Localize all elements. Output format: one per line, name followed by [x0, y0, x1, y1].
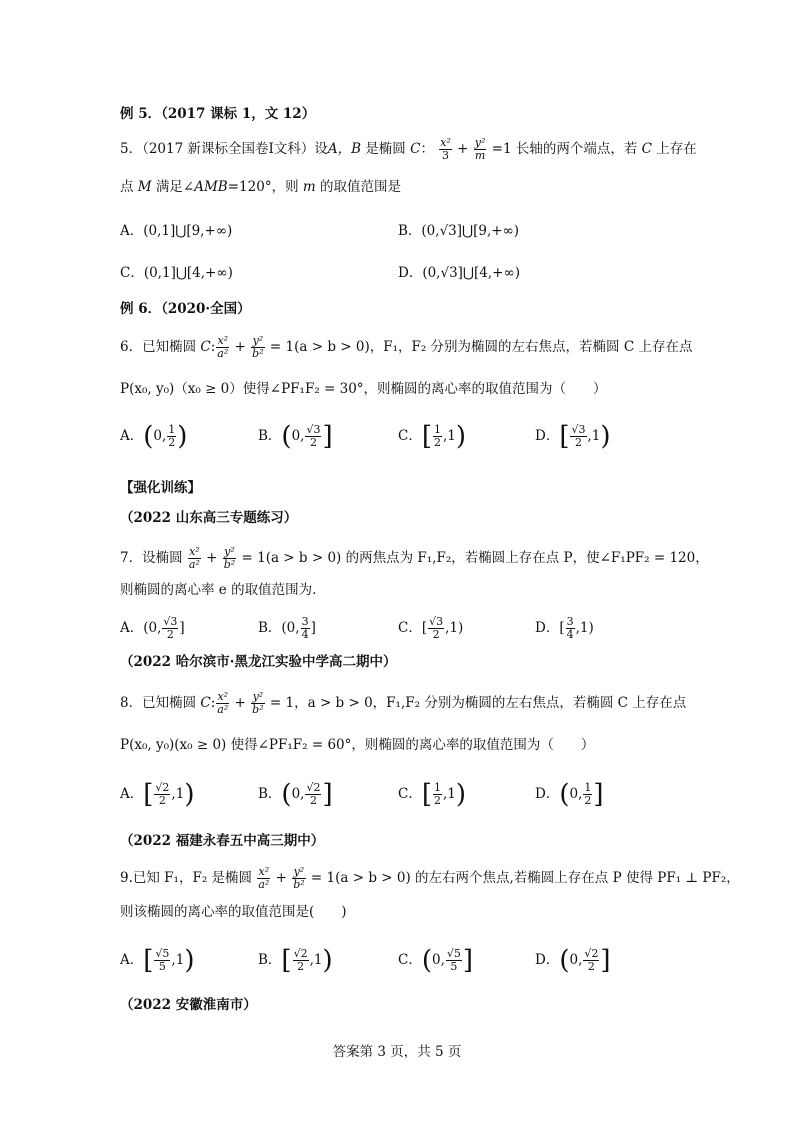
fraction: $\frac{\text{x²}}{\text{a²}}$: [217, 690, 229, 716]
question-5-line2: 点 M 满足∠AMB=120°，则 m 的取值范围是: [120, 179, 401, 195]
option-a[interactable]: A．(0, $\frac{1}{2}$ ): [120, 421, 188, 452]
option-a[interactable]: A．(0, $\frac{√3}{2}$ ]: [120, 615, 185, 641]
fraction: $\frac{\text{x²}}{\text{a²}}$: [258, 865, 270, 891]
training-heading: 【强化训练】: [120, 480, 201, 496]
example-5-title: 例 5．（2017 课标 1，文 12）: [120, 106, 316, 122]
question-7-line2: 则椭圆的离心率 e 的取值范围为.: [120, 582, 317, 598]
question-8-line1: 8．已知椭圆 C: $\frac{\text{x²}}{\text{a²}}$ + $\frac{\text{y²}}{\text{b²}}$ = 1，a > b > 0，F₁,F₂ 分别为椭圆的左右焦点，若椭圆 C 上存在点: [120, 690, 687, 716]
option-d[interactable]: D．(0, $\frac{1}{2}$ ]: [535, 779, 604, 810]
example-6-title: 例 6．（2020·全国）: [120, 301, 251, 317]
option-c[interactable]: C．[ $\frac{1}{2}$ ,1): [398, 779, 467, 810]
option-b[interactable]: B．(0, $\frac{√3}{2}$ ]: [258, 421, 333, 452]
fraction: $\frac{\text{y²}}{\text{b²}}$: [223, 545, 236, 571]
source-label: （2022 哈尔滨市·黑龙江实验中学高二期中）: [120, 654, 397, 670]
option-d[interactable]: D．[ $\frac{3}{4}$ ,1): [535, 615, 594, 641]
fraction: $\frac{\text{y²}}{\text{b²}}$: [293, 865, 305, 891]
question-9-line2: 则该椭圆的离心率的取值范围是( ): [120, 904, 347, 920]
option-b[interactable]: B．[ $\frac{√2}{2}$ ,1): [258, 945, 333, 976]
question-8-line2: P(x₀, y₀)(x₀ ≥ 0) 使得∠PF₁F₂ = 60°，则椭圆的离心率的取值范围为（ ）: [120, 737, 595, 753]
question-7-line1: 7．设椭圆 $\frac{\text{x²}}{\text{a²}}$ + $\frac{\text{y²}}{\text{b²}}$ = 1(a > b > 0) 的两焦点为 F₁,F₂，若椭圆上存在点 P，使∠F₁PF₂ = 120，: [120, 545, 709, 571]
option-a[interactable]: A．[ $\frac{√5}{5}$ ,1): [120, 945, 195, 976]
option-a[interactable]: A．(0,1]⋃[9,+∞): [120, 223, 233, 239]
option-c[interactable]: C．(0,1]⋃[4,+∞): [120, 265, 233, 281]
option-c[interactable]: C．[ $\frac{√3}{2}$ ,1): [398, 615, 464, 641]
option-b[interactable]: B．(0, $\frac{√2}{2}$ ]: [258, 779, 333, 810]
page-footer: 答案第 3 页，共 5 页: [332, 1044, 462, 1060]
fraction: $\frac{\text{y²}}{m}$: [474, 136, 486, 162]
option-a[interactable]: A．[ $\frac{√2}{2}$ ,1): [120, 779, 195, 810]
option-d[interactable]: D．[ $\frac{√3}{2}$ ,1): [535, 421, 611, 452]
fraction: $\frac{\text{y²}}{\text{b²}}$: [252, 334, 264, 360]
option-d[interactable]: D．(0,√3]⋃[4,+∞): [398, 265, 520, 281]
fraction: $\frac{\text{x²}}{\text{a²}}$: [217, 334, 229, 360]
option-d[interactable]: D．(0, $\frac{√2}{2}$ ]: [535, 945, 611, 976]
option-c[interactable]: C．[ $\frac{1}{2}$ ,1): [398, 421, 467, 452]
question-6-line1: 6．已知椭圆 C: $\frac{\text{x²}}{\text{a²}}$ + $\frac{\text{y²}}{\text{b²}}$ = 1(a > b > 0)，F₁，F₂ 分别为椭圆的左右焦点，若椭圆 C 上存在点: [120, 334, 693, 360]
source-label: （2022 山东高三专题练习）: [120, 510, 298, 526]
option-b[interactable]: B．(0,√3]⋃[9,+∞): [398, 223, 520, 239]
question-9-line1: 9.已知 F₁，F₂ 是椭圆 $\frac{\text{x²}}{\text{a²}}$ + $\frac{\text{y²}}{\text{b²}}$ = 1(a > b > 0) 的左右两个焦点,若椭圆上存在点 P 使得 PF₁ ⊥ PF₂，: [120, 865, 740, 891]
fraction: $\frac{\text{x²}}{\text{a²}}$: [188, 545, 200, 571]
option-c[interactable]: C．(0, $\frac{√5}{5}$ ]: [398, 945, 474, 976]
source-label: （2022 福建永春五中高三期中）: [120, 833, 325, 849]
option-b[interactable]: B．(0, $\frac{3}{4}$ ]: [258, 615, 316, 641]
question-6-line2: P(x₀, y₀)（x₀ ≥ 0）使得∠PF₁F₂ = 30°，则椭圆的离心率的取值范围为（ ）: [120, 381, 607, 397]
source-label: （2022 安徽淮南市）: [120, 997, 257, 1013]
fraction: $\frac{\text{x²}}{3}$: [440, 136, 451, 162]
fraction: $\frac{\text{y²}}{\text{b²}}$: [252, 690, 264, 716]
question-5-line1: 5．（2017 新课标全国卷Ⅰ文科）设A，B 是椭圆 C： $\frac{\text{x²}}{3}$ + $\frac{\text{y²}}{m}$ =1 长轴的两个端点，若 C 上存在: [120, 136, 697, 162]
